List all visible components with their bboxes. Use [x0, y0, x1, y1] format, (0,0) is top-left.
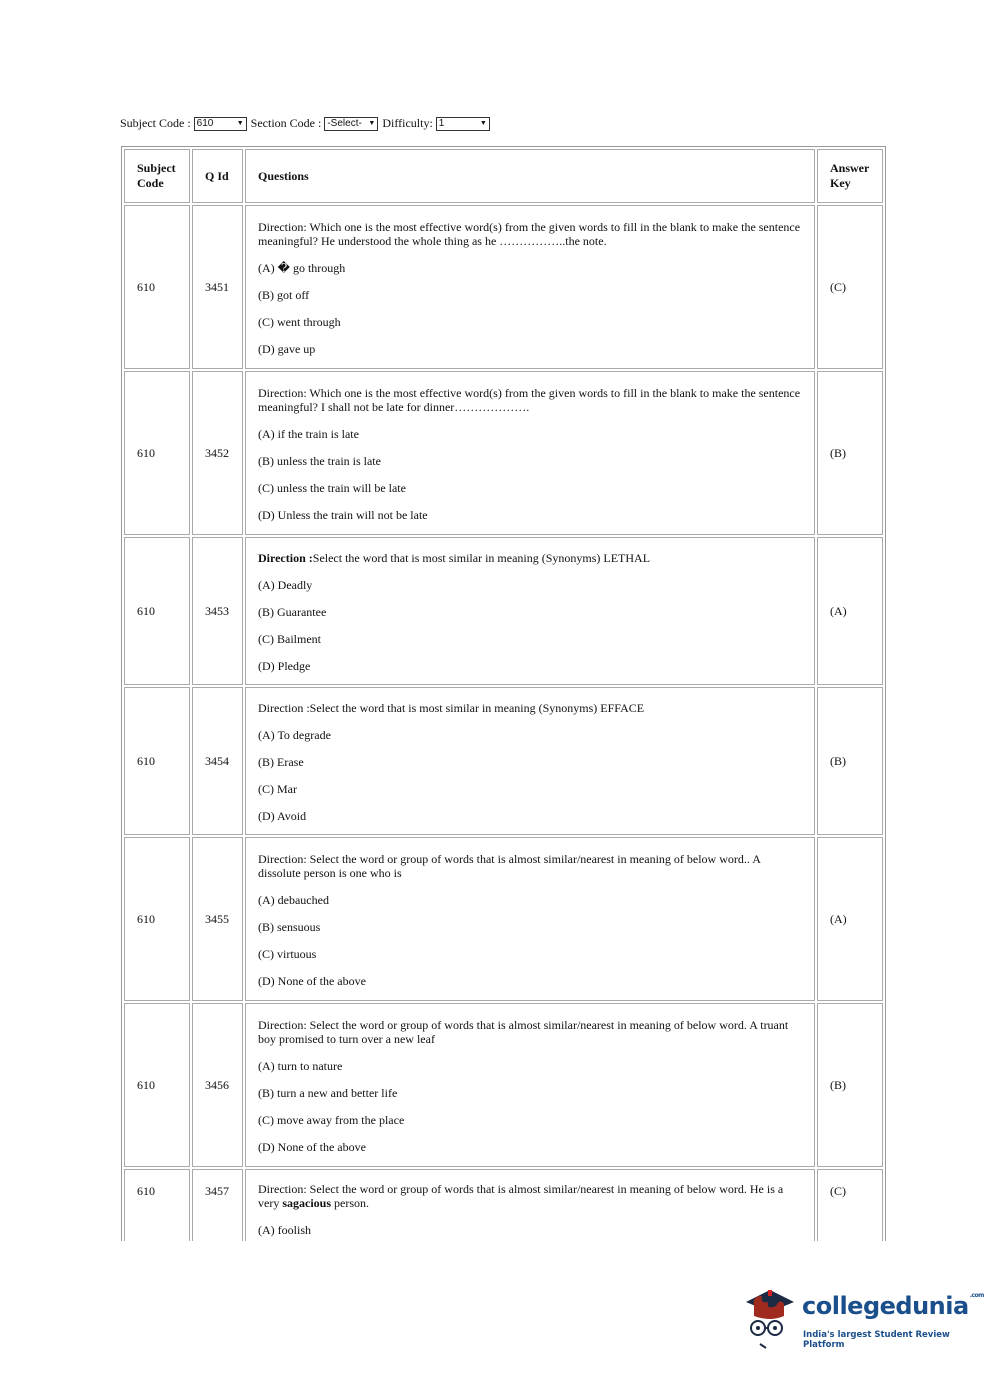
- answer-key-cell: (C): [817, 1169, 883, 1241]
- option-b: (B) unless the train is late: [258, 454, 381, 468]
- question-cell: [245, 1003, 815, 1167]
- table-row: [124, 687, 883, 835]
- subject-code-label: Subject Code :: [120, 116, 191, 130]
- question-direction: Direction :Select the word that is most similar in meaning (Synonyms) EFFACE: [258, 701, 645, 715]
- qid-cell: 3454: [192, 687, 243, 835]
- option-b: (B) turn a new and better life: [258, 1086, 398, 1100]
- questions-table-wrapper: [121, 146, 886, 1241]
- difficulty-value: 1: [438, 118, 445, 129]
- answer-key-cell: (B): [817, 371, 883, 535]
- table-row: [124, 371, 883, 535]
- header-answer-key: Answer Key: [817, 149, 883, 203]
- subject-code-cell: 610: [124, 1169, 190, 1241]
- option-c: (C) unless the train will be late: [258, 481, 406, 495]
- qid-cell: 3457: [192, 1169, 243, 1241]
- option-d: (D) Unless the train will not be late: [258, 508, 428, 522]
- option-a: (A) if the train is late: [258, 427, 359, 441]
- table-row: [124, 537, 883, 685]
- option-d: (D) gave up: [258, 342, 316, 356]
- option-d: (D) None of the above: [258, 974, 366, 988]
- filter-bar: [120, 116, 494, 131]
- answer-key-cell: (A): [817, 537, 883, 685]
- option-b: (B) Erase: [258, 755, 304, 769]
- brand-name: [802, 1292, 984, 1320]
- subject-code-cell: 610: [124, 837, 190, 1001]
- direction-text-end: person.: [331, 1196, 370, 1210]
- table-row: [124, 205, 883, 369]
- question-cell: [245, 687, 815, 835]
- option-a: (A) To degrade: [258, 728, 331, 742]
- option-a: (A) Deadly: [258, 578, 313, 592]
- dropdown-arrow-icon: ▼: [479, 120, 487, 127]
- subject-code-cell: 610: [124, 205, 190, 369]
- option-a: (A) � go through: [258, 261, 346, 275]
- subject-code-cell: 610: [124, 371, 190, 535]
- direction-text: Direction: Select the word or group of words that is almost similar/nearest in meaning of below word. He is a very: [258, 1182, 784, 1210]
- table-header-row: [124, 149, 883, 203]
- question-cell: [245, 1169, 815, 1241]
- question-cell: [245, 371, 815, 535]
- collegedunia-logo: [740, 1282, 984, 1352]
- difficulty-select[interactable]: [436, 117, 490, 131]
- option-d: (D) None of the above: [258, 1140, 366, 1154]
- option-d: (D) Avoid: [258, 809, 307, 823]
- dropdown-arrow-icon: ▼: [236, 120, 244, 127]
- option-c: (C) move away from the place: [258, 1113, 405, 1127]
- option-c: (C) virtuous: [258, 947, 317, 961]
- question-cell: [245, 205, 815, 369]
- table-row: [124, 1003, 883, 1167]
- header-questions: Questions: [245, 149, 815, 203]
- question-direction: Direction: Which one is the most effective word(s) from the given words to fill in the blank to make the sentence meaningful? I shall not be late for dinner……………….: [258, 386, 801, 414]
- option-c: (C) Mar: [258, 782, 297, 796]
- dropdown-arrow-icon: ▼: [368, 120, 376, 127]
- question-cell: [245, 837, 815, 1001]
- direction-strong-word: sagacious: [282, 1196, 332, 1210]
- option-a: (A) debauched: [258, 893, 329, 907]
- direction-text: Select the word that is most similar in meaning (Synonyms) LETHAL: [312, 551, 651, 565]
- subject-code-cell: 610: [124, 1003, 190, 1167]
- option-c: (C) went through: [258, 315, 341, 329]
- qid-cell: 3452: [192, 371, 243, 535]
- option-a: (A) turn to nature: [258, 1059, 343, 1073]
- option-d: (D) Pledge: [258, 659, 311, 673]
- subject-code-select[interactable]: [194, 117, 247, 131]
- answer-key-cell: (C): [817, 205, 883, 369]
- direction-bold-prefix: Direction :: [258, 551, 313, 565]
- header-qid: Q Id: [192, 149, 243, 203]
- section-code-select[interactable]: [324, 117, 378, 131]
- brand-suffix: .com: [969, 1292, 984, 1299]
- subject-code-cell: 610: [124, 687, 190, 835]
- difficulty-label: Difficulty:: [382, 116, 433, 130]
- option-a: (A) foolish: [258, 1223, 311, 1237]
- question-direction: Direction: Which one is the most effective word(s) from the given words to fill in the blank to make the sentence meaningful? He understood the whole thing as he ……………..the note.: [258, 220, 801, 248]
- qid-cell: 3455: [192, 837, 243, 1001]
- table-row: [124, 837, 883, 1001]
- subject-code-value: 610: [196, 118, 214, 129]
- brand-text: collegedunia: [802, 1292, 969, 1320]
- question-direction: Direction: Select the word or group of words that is almost similar/nearest in meaning of below word.. A dissolute person is one who is: [258, 852, 761, 880]
- qid-cell: 3456: [192, 1003, 243, 1167]
- option-c: (C) Bailment: [258, 632, 321, 646]
- answer-key-cell: (A): [817, 837, 883, 1001]
- questions-table: [121, 146, 886, 1241]
- question-cell: [245, 537, 815, 685]
- answer-key-cell: (B): [817, 687, 883, 835]
- section-code-value: -Select-: [327, 118, 362, 129]
- question-direction: [258, 1182, 802, 1210]
- qid-cell: 3451: [192, 205, 243, 369]
- qid-cell: 3453: [192, 537, 243, 685]
- subject-code-cell: 610: [124, 537, 190, 685]
- option-b: (B) got off: [258, 288, 310, 302]
- student-mascot-icon: [740, 1282, 802, 1352]
- question-direction: Direction: Select the word or group of words that is almost similar/nearest in meaning of below word. A truant boy promised to turn over a new leaf: [258, 1018, 789, 1046]
- header-subject-code: Subject Code: [124, 149, 190, 203]
- option-b: (B) sensuous: [258, 920, 321, 934]
- question-direction: [258, 551, 802, 565]
- table-row: [124, 1169, 883, 1241]
- answer-key-cell: (B): [817, 1003, 883, 1167]
- option-b: (B) Guarantee: [258, 605, 327, 619]
- brand-tagline: India's largest Student Review Platform: [803, 1330, 950, 1350]
- section-code-label: Section Code :: [250, 116, 322, 130]
